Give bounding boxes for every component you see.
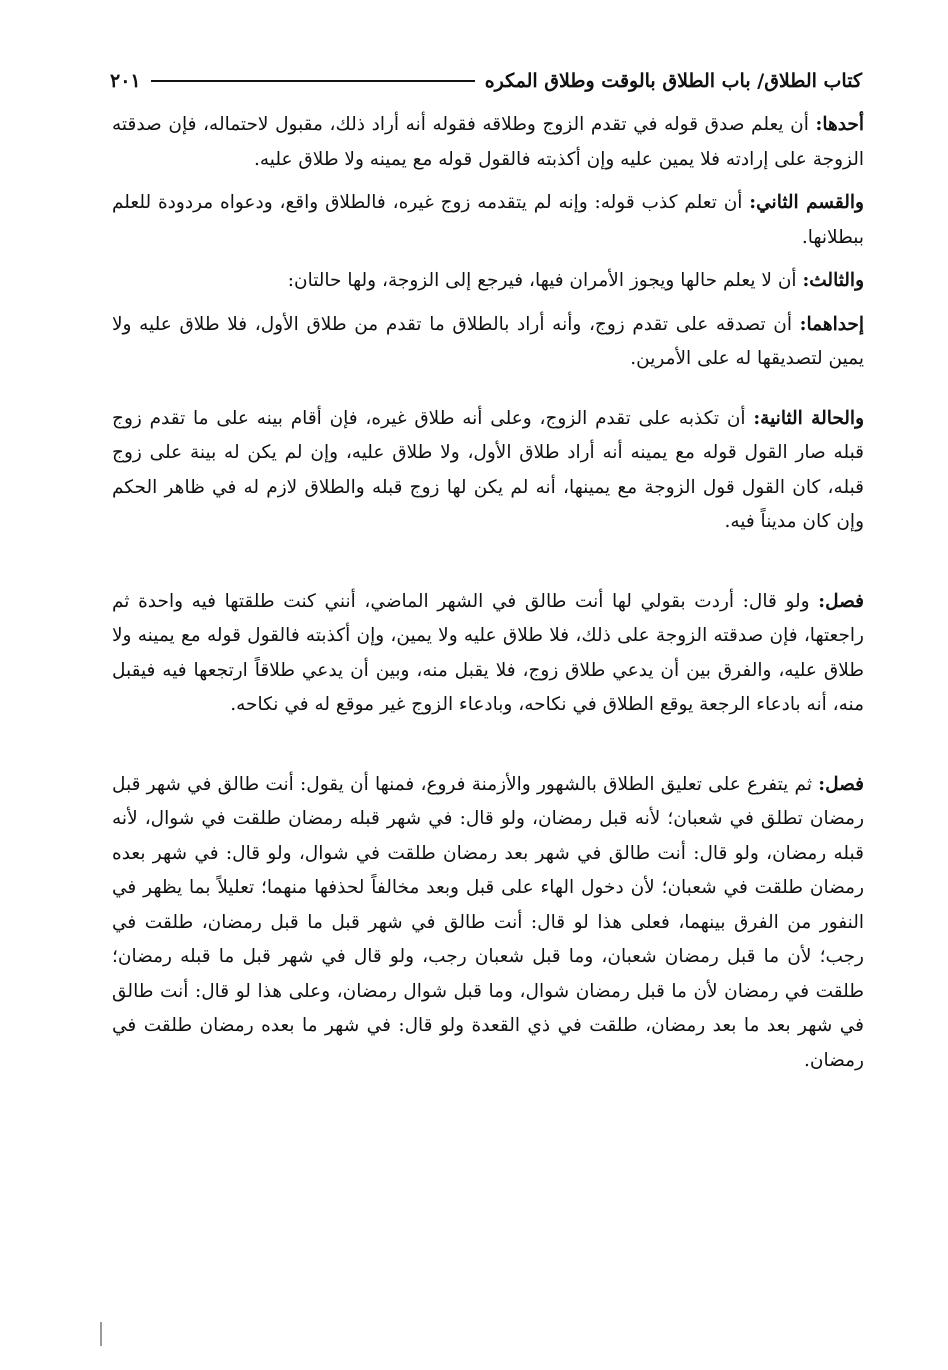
section-lead: فصل: <box>818 773 864 795</box>
paragraph-lead: إحداهما: <box>799 313 864 335</box>
paragraph <box>112 402 864 540</box>
page-number: ٢٠١ <box>110 70 141 92</box>
paragraph-text: أن يعلم صدق قوله في تقدم الزوج وطلاقه فقوله أنه أراد ذلك، مقبول لاحتماله، فإن صدقته الزوجة على إرادته فلا يمين عليه وإن أكذبته فالقول قوله مع يمينه ولا طلاق عليه. <box>112 114 864 170</box>
header-rule <box>151 80 475 82</box>
paragraph <box>112 186 864 255</box>
paragraph-text: ثم يتفرع على تعليق الطلاق بالشهور والأزمنة فروع، فمنها أن يقول: أنت طالق في شهر قبل رمضان تطلق في شعبان؛ لأنه قبل رمضان، ولو قال: في شهر قبله رمضان طلقت في شوال، لأنه قبله رمضان، ولو قال: أنت طالق في شهر بعد رمضان طلقت في شوال، ولو قال: في شهر بعده رمضان طلقت في شعبان؛ لأن دخول الهاء على قبل وبعد مخالفاً لحذفها منهما؛ تعليلاً بما يظهر في النفور من الفرق بينهما، فعلى هذا لو قال: أنت طالق في شهر قبل ما قبل رمضان، طلقت في رجب؛ لأن ما قبل رمضان شعبان، وما قبل شعبان رجب، ولو قال في شهر قبل ما قبله رمضان؛ طلقت في رمضان لأن ما قبل رمضان شوال، وما قبل شوال رمضان، وعلى هذا لو قال: أنت طالق في شهر بعد ما بعد رمضان، طلقت في ذي القعدة ولو قال: في شهر ما بعده رمضان طلقت في رمضان. <box>112 773 864 1071</box>
paragraph <box>112 308 864 377</box>
section-paragraph <box>112 585 864 723</box>
paragraph-lead: والقسم الثاني: <box>749 192 864 213</box>
paragraph <box>112 264 864 299</box>
running-title: كتاب الطلاق/ باب الطلاق بالوقت وطلاق المكره <box>484 70 862 92</box>
paragraph-text: أن تصدقه على تقدم زوج، وأنه أراد بالطلاق ما تقدم من طلاق الأول، فلا طلاق عليه ولا يمين لتصديقها له على الأمرين. <box>112 313 864 369</box>
paragraph-lead: أحدها: <box>815 114 864 135</box>
running-header <box>110 64 862 98</box>
paragraph-text: أن لا يعلم حالها ويجوز الأمران فيها، فيرجع إلى الزوجة، ولها حالتان: <box>287 270 803 291</box>
section-lead: فصل: <box>818 590 864 612</box>
paragraph-text: أن تعلم كذب قوله: وإنه لم يتقدمه زوج غيره، فالطلاق واقع، ودعواه مردودة للعلم ببطلانها. <box>112 192 864 248</box>
paragraph-lead: والثالث: <box>802 270 864 291</box>
page-body <box>112 108 864 1078</box>
paragraph-text: ولو قال: أردت بقولي لها أنت طالق في الشهر الماضي، أنني كنت طلقتها فيه واحدة ثم راجعتها، فإن صدقته الزوجة على ذلك، فلا طلاق عليه ولا يمين، وإن أكذبته فالقول قوله مع يمينه ولا طلاق عليه، والفرق بين أن يدعي طلاق زوج، فلا يقبل منه، وبين أن يدعي طلاقاً ارتجعها فيه فيقبل منه، أنه بادعاء الرجعة يوقع الطلاق في نكاحه، وبادعاء الزوج غير موقع له في نكاحه. <box>112 590 864 715</box>
paragraph-text: أن تكذبه على تقدم الزوج، وعلى أنه طلاق غيره، فإن أقام بينه على ما تقدم زوج قبله صار القول قوله مع يمينه أنه أراد طلاق الأول، ولا طلاق عليه، وإن لم يكن له بينة على زوج قبله، كان القول قول الزوجة مع يمينها، أنه لم يكن لها زوج قبله والطلاق لازم له في ظاهر الحكم وإن كان مديناً فيه. <box>112 407 864 532</box>
section-paragraph <box>112 768 864 1079</box>
paragraph <box>112 108 864 177</box>
scan-margin-mark <box>100 1322 102 1346</box>
paragraph-lead: والحالة الثانية: <box>753 407 864 429</box>
